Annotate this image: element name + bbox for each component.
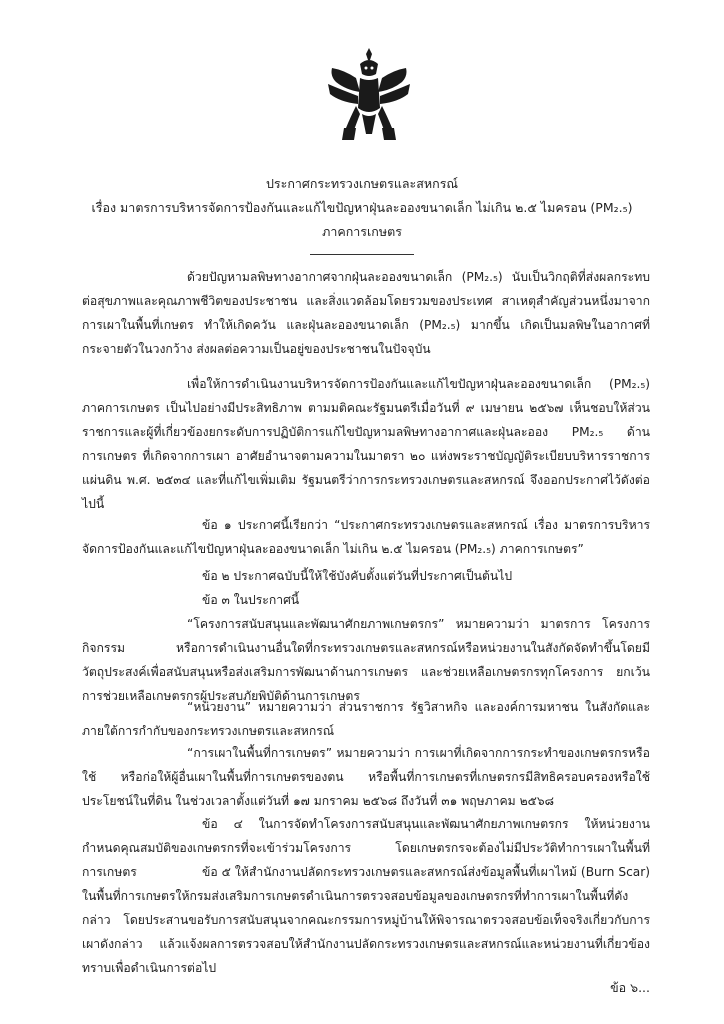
clause-1: ข้อ ๑ ประกาศนี้เรียกว่า “ประกาศกระทรวงเกษตรและสหกรณ์ เรื่อง มาตรการบริหารจัดการป้องกันและแก้ไขปัญหาฝุ่นละอองขนาดเล็ก ไม่เกิน ๒.๕ ไมครอน (PM₂.₅) ภาคการเกษตร” [82, 518, 650, 556]
clause-2: ข้อ ๒ ประกาศฉบับนี้ให้ใช้บังคับตั้งแต่วันที่ประกาศเป็นต้นไป [202, 569, 513, 583]
definition-agency: “หน่วยงาน” หมายความว่า ส่วนราชการ รัฐวิสาหกิจ และองค์การมหาชน ในสังกัดและภายใต้การกำกับของกระทรวงเกษตรและสหกรณ์ [82, 700, 650, 738]
clause-3: ข้อ ๓ ในประกาศนี้ [202, 593, 300, 607]
garuda-emblem-icon [326, 48, 412, 144]
definition-support-project: “โครงการสนับสนุนและพัฒนาศักยภาพเกษตรกร” หมายความว่า มาตรการ โครงการ กิจกรรม หรือการดำเนินงานอื่นใดที่กระทรวงเกษตรและสหกรณ์หรือหน่วยงานในสังกัดจัดทำขึ้นโดยมีวัตถุประสงค์เพื่อสนับสนุนหรือส่งเสริมการพัฒนาด้านการเกษตร และช่วยเหลือเกษตรกรทุกโครงการ ยกเว้นการช่วยเหลือเกษตรกรผู้ประสบภัยพิบัติด้านการเกษตร [82, 617, 650, 703]
intro-paragraph: ด้วยปัญหามลพิษทางอากาศจากฝุ่นละอองขนาดเล็ก (PM₂.₅) นับเป็นวิกฤติที่ส่งผลกระทบต่อสุขภาพและคุณภาพชีวิตของประชาชน และสิ่งแวดล้อมโดยรวมของประเทศ สาเหตุสำคัญส่วนหนึ่งมาจากการเผาในพื้นที่เกษตร ทำให้เกิดควัน และฝุ่นละอองขนาดเล็ก (PM₂.₅) มากขึ้น เกิดเป็นมลพิษในอากาศที่กระจายตัวในวงกว้าง ส่งผลต่อความเป็นอยู่ของประชาชนในปัจจุบัน [82, 270, 650, 356]
header-divider [310, 254, 414, 255]
purpose-paragraph: เพื่อให้การดำเนินงานบริหารจัดการป้องกันและแก้ไขปัญหาฝุ่นละอองขนาดเล็ก (PM₂.₅) ภาคการเกษตร เป็นไปอย่างมีประสิทธิภาพ ตามมติคณะรัฐมนตรีเมื่อวันที่ ๙ เมษายน ๒๕๖๗ เห็นชอบให้ส่วนราชการและผู้ที่เกี่ยวข้องยกระดับการปฏิบัติการแก้ไขปัญหามลพิษทางอากาศและฝุ่นละออง PM₂.₅ ด้านการเกษตร ที่เกิดจากการเผา อาศัยอำนาจตามความในมาตรา ๒๐ แห่งพระราชบัญญัติระเบียบบริหารราชการแผ่นดิน พ.ศ. ๒๕๓๔ และที่แก้ไขเพิ่มเติม รัฐมนตรีว่าการกระทรวงเกษตรและสหกรณ์ จึงออกประกาศไว้ดังต่อไปนี้ [82, 377, 650, 511]
continuation-reference: ข้อ ๖... [610, 980, 650, 995]
clause-5: ข้อ ๕ ให้สำนักงานปลัดกระทรวงเกษตรและสหกรณ์ส่งข้อมูลพื้นที่เผาไหม้ (Burn Scar) ในพื้นที่การเกษตรให้กรมส่งเสริมการเกษตรดำเนินการตรวจสอบข้อมูลของเกษตรกรที่ทำการเผาในพื้นที่ดังกล่าว โดยประสานขอรับการสนับสนุนจากคณะกรรมการหมู่บ้านให้พิจารณาตรวจสอบข้อเท็จจริงเกี่ยวกับการเผาดังกล่าว แล้วแจ้งผลการตรวจสอบให้สำนักงานปลัดกระทรวงเกษตรและสหกรณ์และหน่วยงานที่เกี่ยวข้องทราบเพื่อดำเนินการต่อไป [82, 865, 650, 975]
announcement-sector: ภาคการเกษตร [322, 224, 402, 239]
clause-4: ข้อ ๔ ในการจัดทำโครงการสนับสนุนและพัฒนาศักยภาพเกษตรกร ให้หน่วยงานกำหนดคุณสมบัติของเกษตรกรที่จะเข้าร่วมโครงการ โดยเกษตรกรจะต้องไม่มีประวัติทำการเผาในพื้นที่การเกษตร [82, 817, 650, 879]
announcement-title: ประกาศกระทรวงเกษตรและสหกรณ์ [265, 176, 459, 191]
announcement-subject: เรื่อง มาตรการบริหารจัดการป้องกันและแก้ไขปัญหาฝุ่นละอองขนาดเล็ก ไม่เกิน ๒.๕ ไมครอน (PM₂.₅) [91, 200, 633, 215]
definition-agricultural-burning: “การเผาในพื้นที่การเกษตร” หมายความว่า การเผาที่เกิดจากการกระทำของเกษตรกรหรือใช้ หรือก่อให้ผู้อื่นเผาในพื้นที่การเกษตรของตน หรือพื้นที่การเกษตรที่เกษตรกรมีสิทธิครอบครองหรือใช้ประโยชน์ในที่ดิน ในช่วงเวลาตั้งแต่วันที่ ๑๗ มกราคม ๒๕๖๘ ถึงวันที่ ๓๑ พฤษภาคม ๒๕๖๘ [82, 746, 650, 808]
